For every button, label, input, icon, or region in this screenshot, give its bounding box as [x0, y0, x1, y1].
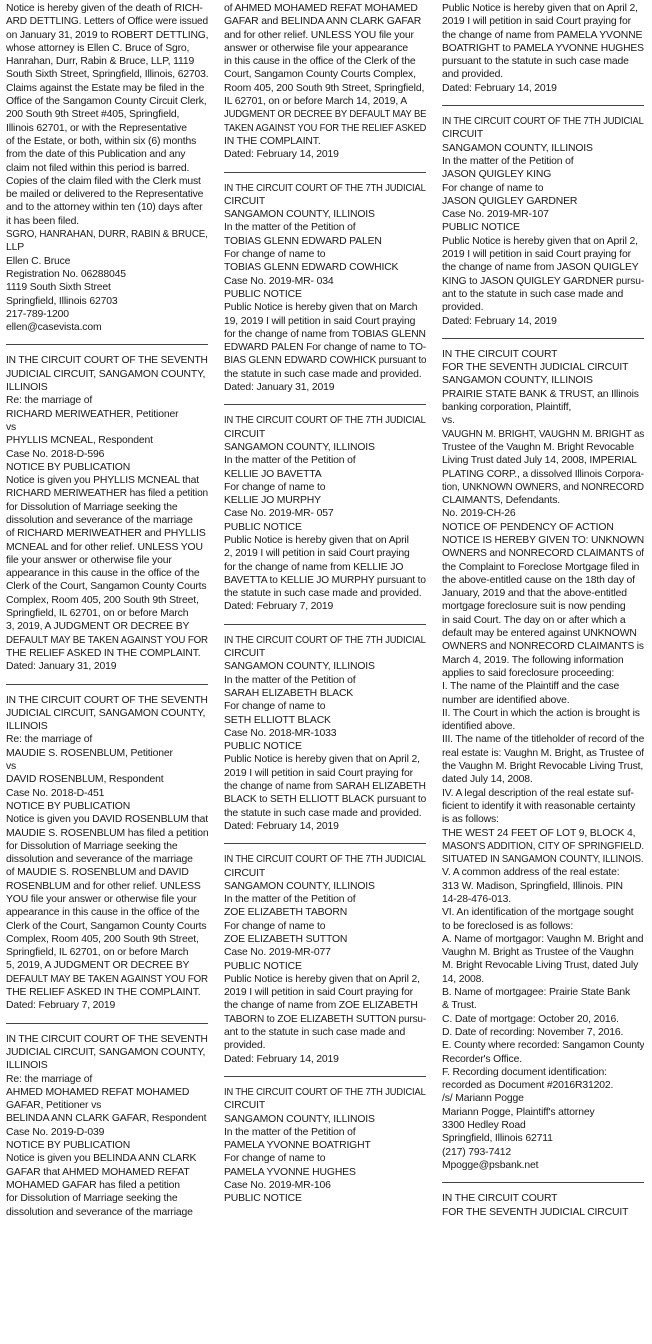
- notice-line: IN THE CIRCUIT COURT OF THE SEVENTH: [6, 355, 208, 367]
- notice-line: Case No. 2019-D-039: [6, 1126, 105, 1138]
- notice-line: SGRO, HANRAHAN, DURR, RABIN & BRUCE,: [6, 229, 208, 241]
- notice-line: the statute in such case made and provided.: [224, 807, 422, 819]
- notice-line: KELLIE JO BAVETTA: [224, 468, 322, 480]
- notice-line: Case No. 2018-D-451: [6, 787, 105, 799]
- notice-line: V. A common address of the real estate:: [442, 867, 620, 879]
- notice-line: D. Date of recording: November 7, 2016.: [442, 1026, 624, 1038]
- notice-line: EDWARD PALEN For change of name to TO-: [224, 342, 426, 354]
- notice-line: Case No. 2019-MR-107: [442, 209, 549, 221]
- notice-line: March 4, 2019. The following information: [442, 654, 624, 666]
- notice-line: ILLINOIS: [6, 721, 48, 733]
- notice-line: Dated: February 14, 2019: [224, 149, 339, 161]
- notice-line: CLAIMANTS, Defendants.: [442, 495, 560, 507]
- notice-divider: [224, 404, 426, 405]
- notice-line: Room 405, 200 South 9th Street, Springfield,: [224, 82, 425, 94]
- column-3: [442, 2, 644, 1344]
- column-2: [224, 2, 426, 1344]
- notice-line: SANGAMON COUNTY, ILLINOIS: [442, 142, 593, 154]
- notice-line: the change of name from SARAH ELIZABETH: [224, 781, 426, 793]
- notice-line: Re: the marriage of: [6, 395, 93, 407]
- notice-line: In the matter of the Petition of: [224, 455, 356, 467]
- legal-notice: [6, 694, 208, 1013]
- notice-line: SARAH ELIZABETH BLACK: [224, 687, 354, 699]
- notice-divider: [224, 172, 426, 173]
- notice-line: TOBIAS GLENN EDWARD COWHICK: [224, 262, 399, 274]
- notice-line: Public Notice is hereby given that on April 2,: [224, 754, 420, 766]
- notice-line: II. The Court in which the action is brought is: [442, 707, 640, 719]
- notice-line: DEFAULT MAY BE TAKEN AGAINST YOU FOR: [6, 973, 208, 985]
- notice-line: PRAIRIE STATE BANK & TRUST, an Illinois: [442, 388, 639, 400]
- notice-line: claim not filed within this period is barred.: [6, 162, 190, 174]
- notice-line: Springfield, IL 62701, on or before March: [6, 608, 189, 620]
- notice-line: Dated: January 31, 2019: [224, 382, 335, 394]
- notice-line: & Trust.: [442, 1000, 477, 1012]
- notice-line: NOTICE BY PUBLICATION: [6, 461, 131, 473]
- notice-line: AHMED MOHAMED REFAT MOHAMED: [6, 1086, 190, 1098]
- notice-line: of the Estate, or both, within six (6) months: [6, 135, 197, 147]
- notice-line: 217-789-1200: [6, 308, 69, 320]
- notice-line: Dated: February 14, 2019: [442, 315, 557, 327]
- notice-line: 5, 2019, A JUDGMENT OR DECREE BY: [6, 960, 190, 972]
- notice-line: 1119 South Sixth Street: [6, 282, 111, 294]
- notice-line: Notice is given you PHYLLIS MCNEAL that: [6, 475, 200, 487]
- notice-line: Notice is given you BELINDA ANN CLARK: [6, 1153, 197, 1165]
- notice-line: In the matter of the Petition of: [224, 674, 356, 686]
- notice-line: January, 2019 and that the above-entitled: [442, 588, 627, 600]
- notice-line: Public Notice is hereby given that on March: [224, 302, 418, 314]
- legal-notice: [224, 414, 426, 613]
- notice-line: JUDICIAL CIRCUIT, SANGAMON COUNTY,: [6, 707, 206, 719]
- notice-line: JASON QUIGLEY GARDNER: [442, 195, 578, 207]
- notice-line: For change of name to: [442, 182, 544, 194]
- notice-line: and to the attorney within ten (10) days after: [6, 202, 203, 214]
- notice-line: 2019 I will petition in said Court praying for: [442, 16, 631, 28]
- notice-line: Claims against the Estate may be filed in the: [6, 82, 205, 94]
- notice-line: for the change of name from KELLIE JO: [224, 561, 404, 573]
- notice-line: SITUATED IN SANGAMON COUNTY, ILLINOIS.: [442, 854, 644, 866]
- notice-line: MAUDIE S. ROSENBLUM has filed a petition: [6, 827, 208, 839]
- notice-line: For change of name to: [224, 481, 326, 493]
- notice-line: banking corporation, Plaintiff,: [442, 402, 572, 414]
- notice-line: the above-entitled cause on the 18th day of: [442, 574, 635, 586]
- notice-line: answer or otherwise file your appearance: [224, 42, 409, 54]
- notice-line: KING to JASON QUIGLEY GARDNER pursu-: [442, 275, 644, 287]
- notice-line: GAFAR and BELINDA ANN CLARK GAFAR: [224, 16, 422, 28]
- notice-line: 2019 I will petition in said Court praying for: [442, 249, 631, 261]
- notice-line: for the change of name from TOBIAS GLENN: [224, 328, 426, 340]
- notice-line: SANGAMON COUNTY, ILLINOIS: [442, 375, 593, 387]
- notice-line: IN THE COMPLAINT.: [224, 135, 321, 147]
- notice-line: GAFAR that AHMED MOHAMED REFAT: [6, 1166, 190, 1178]
- notice-line: CIRCUIT: [442, 129, 484, 141]
- notice-line: CIRCUIT: [224, 195, 266, 207]
- notice-line: 2019 I will petition in said Court praying for: [224, 767, 413, 779]
- notice-line: Notice is given you DAVID ROSENBLUM that: [6, 814, 208, 826]
- notice-line: of AHMED MOHAMED REFAT MOHAMED: [224, 3, 418, 14]
- notice-line: dissolution and severance of the marriage: [6, 514, 193, 526]
- notice-divider: [224, 1076, 426, 1077]
- notice-line: and provided.: [442, 69, 504, 81]
- notice-line: Springfield, IL 62701, on or before March: [6, 947, 189, 959]
- notice-line: JUDICIAL CIRCUIT, SANGAMON COUNTY,: [6, 368, 206, 380]
- notice-line: on January 31, 2019 to ROBERT DETTLING,: [6, 29, 208, 41]
- notice-line: SANGAMON COUNTY, ILLINOIS: [224, 441, 375, 453]
- notice-line: NOTICE BY PUBLICATION: [6, 800, 131, 812]
- notice-line: Clerk of the Court, Sangamon County Courts: [6, 581, 207, 593]
- notice-line: OWNERS and NONRECORD CLAIMANTS of: [442, 548, 644, 560]
- notice-line: PUBLIC NOTICE: [442, 222, 520, 234]
- notice-line: In the matter of the Petition of: [224, 222, 356, 234]
- notice-line: default may be entered against UNKNOWN: [442, 628, 637, 640]
- notice-line: NOTICE OF PENDENCY OF ACTION: [442, 521, 614, 533]
- notice-line: THE WEST 24 FEET OF LOT 9, BLOCK 4,: [442, 827, 636, 839]
- notice-line: PUBLIC NOTICE: [224, 960, 302, 972]
- legal-notice: [442, 348, 644, 1172]
- notice-line: For change of name to: [224, 1153, 326, 1165]
- notice-line: for Dissolution of Marriage seeking the: [6, 840, 178, 852]
- notice-line: IN THE CIRCUIT COURT OF THE 7TH JUDICIAL: [224, 1086, 426, 1098]
- notice-line: number are identified above.: [442, 694, 570, 706]
- notice-line: IN THE CIRCUIT COURT OF THE 7TH JUDICIAL: [224, 854, 426, 866]
- notice-line: BLACK to SETH ELLIOTT BLACK pursuant to: [224, 794, 426, 806]
- notice-line: PUBLIC NOTICE: [224, 521, 302, 533]
- notice-line: For change of name to: [224, 920, 326, 932]
- notice-line: the change of name from JASON QUIGLEY: [442, 262, 639, 274]
- notice-line: OWNERS and NONRECORD CLAIMANTS is: [442, 641, 644, 653]
- notice-line: TABORN to ZOE ELIZABETH SUTTON pursu-: [224, 1013, 426, 1025]
- legal-notice: [6, 1033, 208, 1219]
- notice-line: TAKEN AGAINST YOU FOR THE RELIEF ASKED: [224, 122, 426, 134]
- notice-line: Copies of the claim filed with the Clerk must: [6, 175, 201, 187]
- notice-line: SANGAMON COUNTY, ILLINOIS: [224, 209, 375, 221]
- notice-divider: [442, 105, 644, 106]
- notice-line: CIRCUIT: [224, 428, 266, 440]
- notice-line: Illinois 62701, or with the Representative: [6, 122, 187, 134]
- notice-line: mortgage foreclosure suit is now pending: [442, 601, 626, 613]
- notice-line: Registration No. 06288045: [6, 268, 126, 280]
- notice-line: RICHARD MERIWEATHER has filed a petition: [6, 488, 208, 500]
- legal-notice: [224, 1086, 426, 1206]
- notice-line: Hanrahan, Durr, Rabin & Bruce, LLP, 1119: [6, 56, 195, 68]
- notice-line: file your answer or otherwise file your: [6, 554, 172, 566]
- notice-line: Recorder's Office.: [442, 1053, 522, 1065]
- notice-line: JASON QUIGLEY KING: [442, 169, 552, 181]
- notice-line: ILLINOIS: [6, 382, 48, 394]
- notice-line: TOBIAS GLENN EDWARD PALEN: [224, 235, 382, 247]
- notice-line: tion, UNKNOWN OWNERS, and NONRECORD: [442, 481, 644, 493]
- notice-line: IN THE CIRCUIT COURT OF THE 7TH JUDICIAL: [224, 415, 426, 427]
- notice-line: ant to the statute in such case made and: [224, 1027, 406, 1039]
- notice-line: to be foreclosed is as follows:: [442, 920, 574, 932]
- notice-line: JUDICIAL CIRCUIT, SANGAMON COUNTY,: [6, 1046, 206, 1058]
- notice-line: Public Notice is hereby given that on April 2,: [442, 3, 638, 14]
- notice-line: be mailed or delivered to the Representative: [6, 189, 204, 201]
- notice-line: A. Name of mortgagor: Vaughn M. Bright and: [442, 933, 644, 945]
- notice-line: 14, 2008.: [442, 973, 484, 985]
- notice-line: F. Recording document identification:: [442, 1066, 607, 1078]
- notice-line: PAMELA YVONNE BOATRIGHT: [224, 1140, 371, 1152]
- notice-line: PUBLIC NOTICE: [224, 288, 302, 300]
- notice-line: IN THE CIRCUIT COURT OF THE SEVENTH: [6, 1033, 208, 1045]
- notice-line: SANGAMON COUNTY, ILLINOIS: [224, 1113, 375, 1125]
- notice-line: 200 South 9th Street #405, Springfield,: [6, 109, 180, 121]
- notice-line: LLP: [6, 242, 25, 254]
- notice-line: VI. An identification of the mortgage sought: [442, 907, 634, 919]
- notice-line: ellen@casevista.com: [6, 322, 102, 334]
- notice-line: applies to said foreclosure proceeding:: [442, 667, 615, 679]
- notice-line: of RICHARD MERIWEATHER and PHYLLIS: [6, 528, 206, 540]
- notice-line: Dated: February 14, 2019: [442, 82, 557, 94]
- notice-line: the change of name from ZOE ELIZABETH: [224, 1000, 418, 1012]
- notice-line: In the matter of the Petition of: [442, 155, 574, 167]
- notice-line: (217) 793-7412: [442, 1146, 511, 1158]
- notice-line: JUDGMENT OR DECREE BY DEFAULT MAY BE: [224, 109, 426, 121]
- notice-line: Case No. 2019-MR- 057: [224, 508, 334, 520]
- notice-line: Mpogge@psbank.net: [442, 1159, 539, 1171]
- notice-line: In the matter of the Petition of: [224, 894, 356, 906]
- notice-divider: [442, 338, 644, 339]
- column-1: [6, 2, 208, 1344]
- notice-line: Dated: February 14, 2019: [224, 1053, 339, 1065]
- notice-line: vs: [6, 421, 17, 433]
- notice-line: RICHARD MERIWEATHER, Petitioner: [6, 408, 179, 420]
- notice-line: it has been filed.: [6, 215, 79, 227]
- notice-line: 19, 2019 I will petition in said Court praying: [224, 315, 416, 327]
- notice-line: Ellen C. Bruce: [6, 255, 71, 267]
- notice-line: IN THE CIRCUIT COURT OF THE SEVENTH: [6, 694, 208, 706]
- notice-line: for Dissolution of Marriage seeking the: [6, 501, 178, 513]
- notice-line: MAUDIE S. ROSENBLUM, Petitioner: [6, 747, 173, 759]
- notice-line: B. Name of mortgagee: Prairie State Bank: [442, 987, 631, 999]
- notice-line: SANGAMON COUNTY, ILLINOIS: [224, 880, 375, 892]
- notice-line: BAVETTA to KELLIE JO MURPHY pursuant to: [224, 574, 426, 586]
- notice-line: provided.: [442, 302, 484, 314]
- notice-line: vs.: [442, 415, 455, 427]
- notice-line: IN THE CIRCUIT COURT OF THE 7TH JUDICIAL: [442, 116, 644, 128]
- notice-line: I. The name of the Plaintiff and the case: [442, 681, 620, 693]
- notice-line: vs: [6, 761, 17, 773]
- notice-line: for Dissolution of Marriage seeking the: [6, 1193, 178, 1205]
- notice-line: the change of name from PAMELA YVONNE: [442, 29, 643, 41]
- notice-line: 3300 Hedley Road: [442, 1120, 526, 1132]
- notice-line: THE RELIEF ASKED IN THE COMPLAINT.: [6, 987, 201, 999]
- notice-line: /s/ Mariann Pogge: [442, 1093, 524, 1105]
- legal-notice: [224, 2, 426, 162]
- notice-line: E. County where recorded: Sangamon County: [442, 1040, 644, 1052]
- notice-line: Case No. 2019-MR- 034: [224, 275, 334, 287]
- notice-line: Complex, Room 405, 200 South 9th Street,: [6, 594, 199, 606]
- notice-line: MCNEAL and for other relief. UNLESS YOU: [6, 541, 203, 553]
- legal-notice: [224, 634, 426, 833]
- notice-line: ROSENBLUM and for other relief. UNLESS: [6, 880, 201, 892]
- notice-line: CIRCUIT: [224, 648, 266, 660]
- notice-divider: [442, 1182, 644, 1183]
- notice-line: FOR THE SEVENTH JUDICIAL CIRCUIT: [442, 362, 629, 374]
- notice-line: NOTICE IS HEREBY GIVEN TO: UNKNOWN: [442, 534, 644, 546]
- notice-line: DEFAULT MAY BE TAKEN AGAINST YOU FOR: [6, 634, 208, 646]
- notice-line: Springfield, Illinois 62703: [6, 295, 118, 307]
- notice-line: Springfield, Illinois 62711: [442, 1133, 553, 1145]
- notice-line: DAVID ROSENBLUM, Respondent: [6, 774, 164, 786]
- notice-line: Case No. 2018-D-596: [6, 448, 105, 460]
- notice-line: MOHAMED GAFAR has filed a petition: [6, 1179, 180, 1191]
- notice-line: Case No. 2019-MR-106: [224, 1180, 331, 1192]
- notice-line: In the matter of the Petition of: [224, 1126, 356, 1138]
- notice-line: and for other relief. UNLESS YOU file your: [224, 29, 414, 41]
- notice-line: Notice is hereby given of the death of RICH-: [6, 3, 203, 14]
- notice-line: No. 2019-CH-26: [442, 508, 516, 520]
- notice-line: Court, Sangamon County Courts Complex,: [224, 69, 416, 81]
- notice-line: ILLINOIS: [6, 1060, 48, 1072]
- notice-line: THE RELIEF ASKED IN THE COMPLAINT.: [6, 647, 201, 659]
- notice-line: Public Notice is hereby given that on April: [224, 534, 409, 546]
- notice-line: in this cause in the office of the Clerk of the: [224, 56, 416, 68]
- notice-line: real estate is: Vaughn M. Bright, as Trustee of: [442, 747, 644, 759]
- notice-line: the statute in such case made and provided.: [224, 368, 422, 380]
- notice-line: dissolution and severance of the marriage: [6, 1206, 193, 1218]
- notice-line: IL 62701, on or before March 14, 2019, A: [224, 96, 408, 108]
- notice-line: recorded as Document #2016R31202.: [442, 1080, 614, 1092]
- notice-line: Trustee of the Vaughn M. Bright Revocable: [442, 441, 634, 453]
- notice-line: Dated: February 7, 2019: [224, 601, 334, 613]
- notice-line: MASON'S ADDITION, CITY OF SPRINGFIELD.: [442, 840, 644, 852]
- notice-line: IN THE CIRCUIT COURT: [442, 1193, 558, 1205]
- notice-line: BOATRIGHT to PAMELA YVONNE HUGHES: [442, 42, 644, 54]
- notice-divider: [6, 684, 208, 685]
- notice-line: Re: the marriage of: [6, 1073, 93, 1085]
- notice-line: from the date of this Publication and any: [6, 149, 186, 161]
- notice-line: NOTICE BY PUBLICATION: [6, 1140, 131, 1152]
- notice-line: BIAS GLENN EDWARD COWHICK pursuant to: [224, 355, 426, 367]
- notice-line: appearance in this cause in the office of the: [6, 568, 200, 580]
- notice-line: Mariann Pogge, Plaintiff's attorney: [442, 1106, 595, 1118]
- notice-line: PAMELA YVONNE HUGHES: [224, 1166, 356, 1178]
- notice-divider: [224, 843, 426, 844]
- notice-line: PUBLIC NOTICE: [224, 741, 302, 753]
- legal-notice: [442, 115, 644, 328]
- notice-line: Office of the Sangamon County Circuit Clerk,: [6, 96, 207, 108]
- notice-line: IN THE CIRCUIT COURT: [442, 348, 558, 360]
- notice-line: ant to the statute in such case made and: [442, 288, 624, 300]
- notice-line: the statute in such case made and provided.: [224, 588, 422, 600]
- legal-notice: [224, 853, 426, 1066]
- notice-line: the Complaint to Foreclose Mortgage filed in: [442, 561, 640, 573]
- notice-line: III. The name of the titleholder of record of the: [442, 734, 644, 746]
- notice-line: IN THE CIRCUIT COURT OF THE 7TH JUDICIAL: [224, 634, 426, 646]
- notice-divider: [6, 344, 208, 345]
- notice-line: 14-28-476-013.: [442, 894, 511, 905]
- notice-line: Case No. 2019-MR-077: [224, 947, 331, 959]
- notice-line: YOU file your answer or otherwise file your: [6, 894, 197, 905]
- notice-line: FOR THE SEVENTH JUDICIAL CIRCUIT: [442, 1206, 629, 1218]
- notice-line: pursuant to the statute in such case made: [442, 56, 629, 68]
- notice-line: dated July 14, 2008.: [442, 774, 533, 786]
- notice-line: South Sixth Street, Springfield, Illinois, 62703.: [6, 69, 208, 81]
- notice-line: ARD DETTLING. Letters of Office were issued: [6, 16, 208, 28]
- notice-line: dissolution and severance of the marriage: [6, 854, 193, 866]
- legal-notice: [6, 354, 208, 673]
- notice-line: SANGAMON COUNTY, ILLINOIS: [224, 661, 375, 673]
- notice-line: For change of name to: [224, 701, 326, 713]
- notice-line: For change of name to: [224, 249, 326, 261]
- notice-line: Public Notice is hereby given that on April 2,: [224, 973, 420, 985]
- notice-line: is as follows:: [442, 814, 499, 826]
- notice-line: IN THE CIRCUIT COURT OF THE 7TH JUDICIAL: [224, 182, 426, 194]
- notice-line: Clerk of the Court, Sangamon County Courts: [6, 920, 207, 932]
- notice-line: SETH ELLIOTT BLACK: [224, 714, 331, 726]
- legal-notice: [224, 182, 426, 395]
- notice-line: in said Court. The day on or after which a: [442, 614, 626, 626]
- legal-notice: [442, 2, 644, 95]
- notice-line: Living Trust dated July 14, 2008, IMPERIAL: [442, 455, 637, 467]
- notice-line: VAUGHN M. BRIGHT, VAUGHN M. BRIGHT as: [442, 428, 644, 440]
- notice-line: Dated: January 31, 2019: [6, 661, 117, 673]
- notice-line: Vaughn M. Bright as Trustee of the Vaughn: [442, 947, 634, 959]
- notice-line: M. Bright Revocable Living Trust, dated July: [442, 960, 639, 972]
- notice-line: Complex, Room 405, 200 South 9th Street,: [6, 933, 199, 945]
- notice-divider: [224, 624, 426, 625]
- notice-line: ficient to identify it with reasonable certainty: [442, 800, 636, 812]
- notice-line: appearance in this cause in the office of the: [6, 907, 200, 919]
- notice-line: ZOE ELIZABETH SUTTON: [224, 934, 348, 945]
- notice-line: the Vaughn M. Bright Revocable Living Trust,: [442, 761, 644, 773]
- notice-line: GAFAR, Petitioner vs: [6, 1100, 102, 1112]
- notice-line: provided.: [224, 1040, 266, 1052]
- notice-line: PLATING CORP., a dissolved Illinois Corpora-: [442, 468, 644, 480]
- notice-line: Dated: February 14, 2019: [224, 820, 339, 832]
- notice-line: of MAUDIE S. ROSENBLUM and DAVID: [6, 867, 189, 879]
- legal-notice: [6, 2, 208, 334]
- notice-line: CIRCUIT: [224, 1100, 266, 1112]
- legal-notice: [442, 1192, 644, 1219]
- notice-line: Public Notice is hereby given that on April 2,: [442, 235, 638, 247]
- notice-divider: [6, 1023, 208, 1024]
- notice-line: Case No. 2018-MR-1033: [224, 727, 337, 739]
- notice-line: 3, 2019, A JUDGMENT OR DECREE BY: [6, 621, 190, 633]
- notice-line: PUBLIC NOTICE: [224, 1193, 302, 1205]
- notice-line: KELLIE JO MURPHY: [224, 495, 321, 507]
- notice-line: C. Date of mortgage: October 20, 2016.: [442, 1013, 619, 1025]
- notice-line: 2019 I will petition in said Court praying for: [224, 987, 413, 999]
- notice-line: 2, 2019 I will petition in said Court praying: [224, 548, 410, 560]
- notice-line: PHYLLIS MCNEAL, Respondent: [6, 435, 153, 447]
- notice-line: CIRCUIT: [224, 867, 266, 879]
- notice-line: Re: the marriage of: [6, 734, 93, 746]
- notice-line: whose attorney is Ellen C. Bruce of Sgro,: [6, 42, 190, 54]
- notice-line: BELINDA ANN CLARK GAFAR, Respondent: [6, 1113, 207, 1125]
- notice-line: IV. A legal description of the real estate suf-: [442, 787, 634, 799]
- notice-line: 313 W. Madison, Springfield, Illinois. PIN: [442, 880, 623, 892]
- notice-line: ZOE ELIZABETH TABORN: [224, 907, 348, 919]
- notice-line: Dated: February 7, 2019: [6, 1000, 116, 1012]
- notice-line: identified above.: [442, 721, 516, 733]
